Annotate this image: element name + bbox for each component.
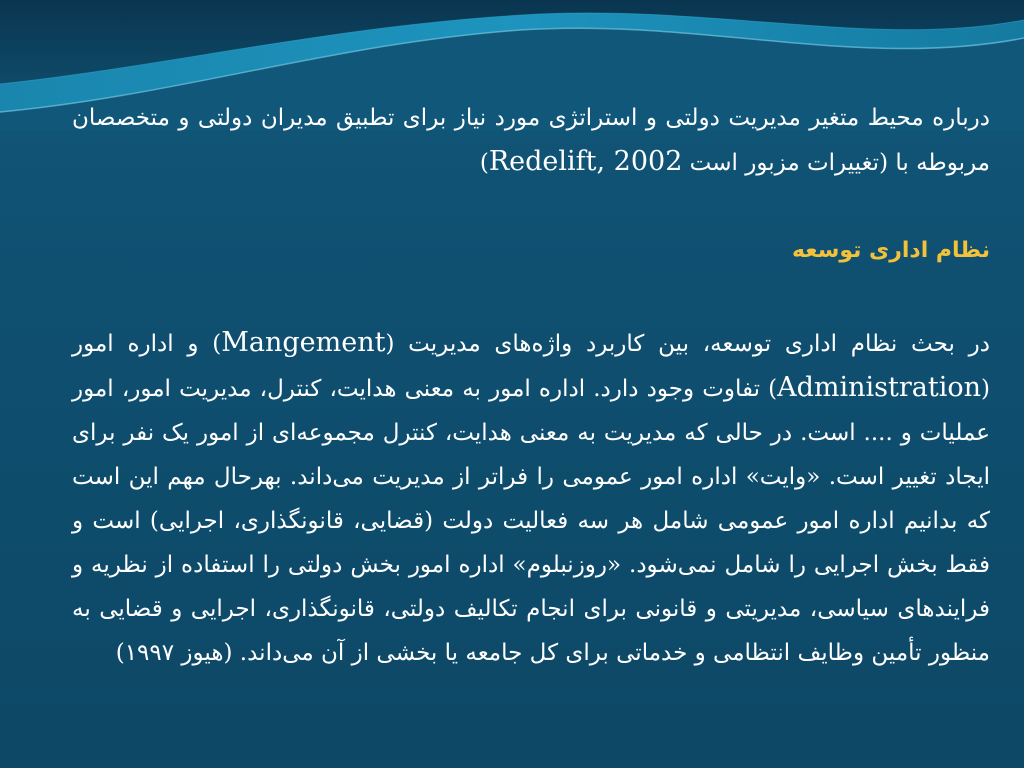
body-text-1: در بحث نظام اداری توسعه، بین کاربرد واژه‌های مدیریت (: [385, 331, 990, 357]
body-text-3: ) تفاوت وجود دارد. اداره امور به معنی هدایت، کنترل، مدیریت امور، امور عملیات و .... است. در حالی که مدیریت به معنی هدایت، کنترل مجموعه‌ای از امور یک نفر برای ایجاد تغییر است. «وایت» اداره امور عمومی را فراتر از مدیریت می‌داند. بهرحال مهم این است که بدانیم اداره امور عمومی شامل هر سه فعالیت دولت (قضایی، قانونگذاری، اجرایی) است و فقط بخش اجرایی را شامل نمی‌شود. «روزنبلوم» اداره امور بخش دولتی را استفاده از نظریه و فرایندهای سیاسی، مدیریتی و قانونی برای انجام تکالیف دولتی، قانونگذاری، اجرایی و قضایی به منظور تأمین وظایف انتظامی و خدماتی برای کل جامعه یا بخشی از آن می‌داند. (هیوز ۱۹۹۷): [72, 376, 990, 666]
body-term-management: Mangement: [221, 327, 386, 358]
body-text-2: ) و اداره امور (: [72, 331, 990, 402]
intro-text: درباره محیط متغیر مدیریت دولتی و استراتژی مورد نیاز برای تطبیق مدیران دولتی و متخصصان مربوطه با (تغییرات مزبور است: [72, 105, 990, 176]
intro-citation: Redelift, 2002: [488, 146, 683, 177]
section-heading: نظام اداری توسعه: [791, 238, 990, 263]
intro-text-end: ): [479, 150, 489, 176]
slide-content: [72, 96, 990, 675]
body-paragraph: [72, 321, 990, 675]
intro-paragraph: [72, 96, 990, 185]
body-term-administration: Administration: [777, 372, 982, 403]
